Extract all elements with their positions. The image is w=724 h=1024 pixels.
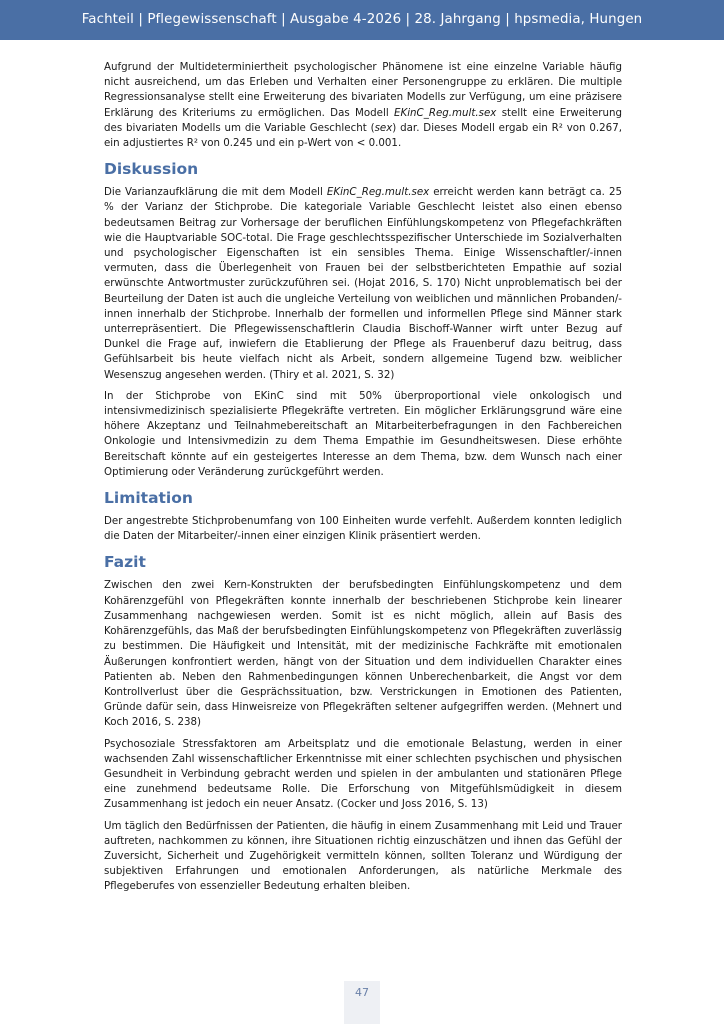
heading-diskussion: Diskussion bbox=[104, 160, 199, 179]
model-name: EKinC_Reg.mult.sex bbox=[326, 186, 430, 199]
paragraph-intro bbox=[104, 60, 622, 151]
heading-limitation: Limitation bbox=[104, 489, 193, 508]
model-name: EKinC_Reg.mult.sex bbox=[394, 106, 497, 119]
running-header bbox=[0, 0, 724, 40]
paragraph-fazit-1: Zwischen den zwei Kern-Konstrukten der berufsbedingten Einfühlungskompetenz und dem Kohärenzgefühl von Pflegekräften konnte innerhalb der beschriebenen Stichprobe kein linearer Zusammenhang nachgewiesen werden. Somit ist es nicht möglich, allein auf Basis des Kohärenzgefühls, das Maß der berufsbedingten Einfühlungskompetenz von Pflegekräften zuverlässig zu bestimmen. Die Häufigkeit und Intensität, mit der medizinische Fachkräfte mit emotionalen Äußerungen konfrontiert werden, hängt von der Situation und dem individuellen Charakter eines Patienten ab. Neben den Rahmenbedingungen können Unberechenbarkeit, die Angst vor dem Kontrollverlust über die Gesprächssituation, bzw. Verstrickungen in Emotionen des Patienten, Gründe dafür sein, dass Hinweisreize von Pflegekräften seltener aufgegriffen werden. (Mehnert und Koch 2016, S. 238) bbox=[104, 579, 622, 729]
heading-fazit: Fazit bbox=[104, 553, 146, 572]
paragraph-diskussion-1 bbox=[104, 185, 622, 383]
paragraph-fazit-3: Um täglich den Bedürfnissen der Patienten, die häufig in einem Zusammenhang mit Leid und Trauer auftreten, nachkommen zu können, ihre Situationen richtig einzuschätzen und ihnen das Gefühl der Zuversicht, Sicherheit und Zugehörigkeit vermitteln können, sollten Toleranz und Würdigung der subjektiven Erfahrungen und emotionalen Anforderungen, als natürliche Merkmale des Pflegeberufes von essenzieller Bedeutung erhalten bleiben. bbox=[104, 819, 622, 893]
text-span: stellt eine Erweiterung des bivariaten Modells um die Variable Geschlecht ( bbox=[104, 106, 622, 134]
paragraph-fazit-2: Psychosoziale Stressfaktoren am Arbeitsplatz und die emotionale Belastung, werden in einer wachsenden Zahl wissenschaftlicher Erkenntnisse mit einer schlechten psychischen und physischen Gesundheit in Verbindung gebracht werden und spielen in der ambulanten und stationären Pflege eine zunehmend bedeutsame Rolle. Die Erforschung von Mitgefühlsmüdigkeit in diesem Zusammenhang ist jedoch ein neuer Ansatz. (Cocker und Joss 2016, S. 13) bbox=[104, 737, 622, 811]
text-span: Die Varianzaufklärung die mit dem Modell bbox=[104, 186, 327, 199]
text-span: ) dar. Dieses Modell ergab ein R² von 0.267, ein adjustiertes R² von 0.245 und ein p-Wert von < 0.001. bbox=[104, 121, 622, 150]
article-body bbox=[104, 60, 622, 901]
page-number: 47 bbox=[355, 986, 369, 999]
text-span: erreicht werden kann beträgt ca. 25 % der Varianz der Stichprobe. Die kategoriale Variable Geschlecht leistet also einen ebenso bedeutsamen Beitrag zur Vorhersage der beruflichen Einfühlungskompetenz von Pflegefachkräften wie die Hauptvariable SOC-total. Die Frage geschlechtsspezifischer Unterschiede im Sozialverhalten und psychologischer Eigenschaften ist ein sensibles Thema. Einige Wissenschaftler/-innen vermuten, dass die Überlegenheit von Frauen bei der selbstberichteten Empathie auf sozial erwünschte Antwortmuster zurückzuführen sei. (Hojat 2016, S. 170) Nicht unproblematisch bei der Beurteilung der Daten ist auch die ungleiche Verteilung von weiblichen und männlichen Probanden/-innen innerhalb der Stichprobe. Innerhalb der formellen und informellen Pflege sind Männer stark unterrepräsentiert. Die Pflegewissenschaftlerin Claudia Bischoff-Wanner wirft unter Bezug auf Dunkel die Frage auf, inwiefern die Etablierung der Pflege als Frauenberuf dazu beitrug, dass Gefühlsarbeit bis heute vielfach nicht als Arbeit, sondern allgemeine Tugend bzw. weiblicher Wesenszug angesehen werden. (Thiry et al. 2021, S. 32) bbox=[104, 186, 622, 381]
text-span: Aufgrund der Multideterminiertheit psychologischer Phänomene ist eine einzelne Variable häufig nicht ausreichend, um das Erleben und Verhalten einer Personengruppe zu erklären. Die multiple Regressionsanalyse stellt eine Erweiterung des bivariaten Modells zur Verfügung, um eine präzisere Erklärung des Kriteriums zu ermöglichen. Das Modell bbox=[104, 61, 622, 119]
header-text: Fachteil | Pflegewissenschaft | Ausgabe 4-2026 | 28. Jahrgang | hpsmedia, Hungen bbox=[81, 12, 643, 27]
paragraph-diskussion-2: In der Stichprobe von EKinC sind mit 50% überproportional viele onkologisch und intensivmedizinisch spezialisierte Pflegekräfte vertreten. Ein möglicher Erklärungsgrund wäre eine höhere Akzeptanz und Teilnahmebereitschaft an Mitarbeiterbefragungen in den Fachbereichen Onkologie und Intensivmedizin zu dem Thema Empathie im Gesundheitswesen. Diese erhöhte Bereitschaft könnte auf ein gesteigertes Interesse an dem Thema, bzw. dem Wunsch nach einer Optimierung oder Veränderung zurückgeführt werden. bbox=[104, 389, 622, 478]
paragraph-limitation: Der angestrebte Stichprobenumfang von 100 Einheiten wurde verfehlt. Außerdem konnten lediglich die Daten der Mitarbeiter/-innen einer einzigen Klinik präsentiert werden. bbox=[104, 515, 622, 543]
variable-name: sex bbox=[374, 121, 393, 134]
